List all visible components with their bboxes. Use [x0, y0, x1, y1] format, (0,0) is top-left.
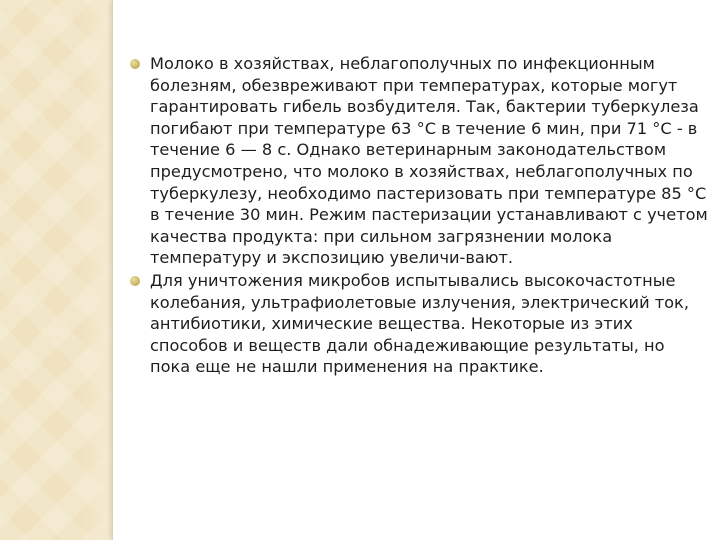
bullet-text: Для уничтожения микробов испытывались высокочастотные колебания, ультрафиолетовые излучения, электрический ток, антибиотики, химические вещества. Некоторые из этих способов и веществ дали обнадеживающие результаты, но пока еще не нашли применения на практике. — [150, 270, 689, 377]
round-bullet-icon — [130, 59, 140, 69]
bullet-list — [128, 53, 708, 378]
bullet-item-microbe-destruction — [128, 270, 708, 378]
side-panel-fade — [80, 0, 114, 540]
bullet-text: Молоко в хозяйствах, неблагополучных по инфекционным болезням, обезвреживают при температурах, которые могут гарантировать гибель возбудителя. Так, бактерии туберкулеза погибают при температуре 63 °С в течение 6 мин, при 71 °С - в течение 6 — 8 с. Однако ветеринарным законодательством предусмотрено, что молоко в хозяйствах, неблагополучных по туберкулезу, необходимо пастеризовать при температуре 85 °С в течение 30 мин. Режим пастеризации устанавливают с учетом качества продукта: при сильном загрязнении молока температуру и экспозицию увеличи-вают. — [150, 54, 708, 268]
round-bullet-icon — [130, 276, 140, 286]
bullet-item-milk-pasteurization — [128, 53, 708, 269]
